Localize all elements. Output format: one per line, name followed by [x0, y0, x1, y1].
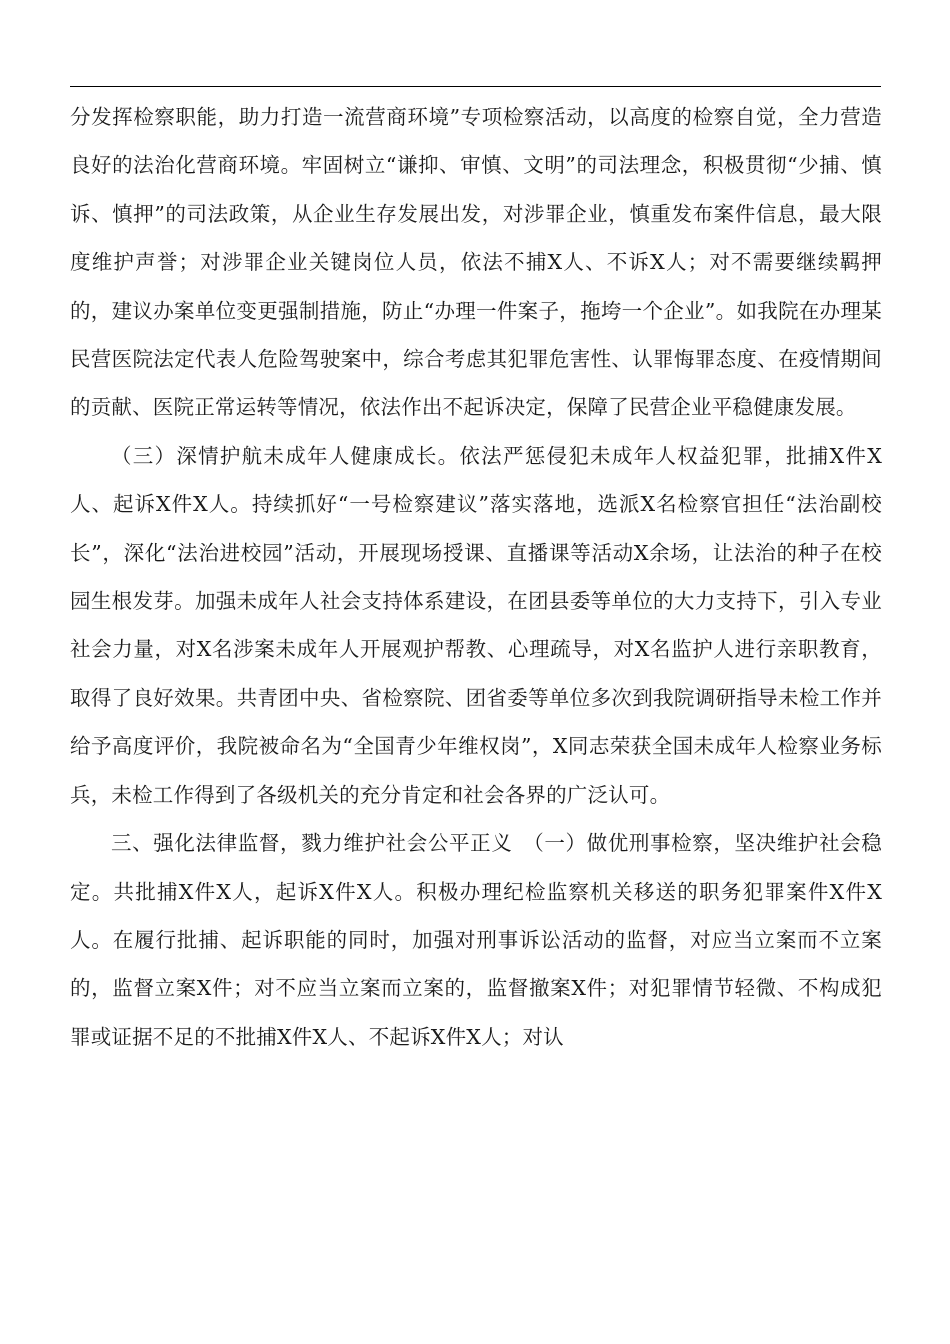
paragraph-legal-supervision: 三、强化法律监督，戮力维护社会公平正义 （一）做优刑事检察，坚决维护社会稳定。共批捕X件X人，起诉X件X人。积极办理纪检监察机关移送的职务犯罪案件X件X人。在履行批捕、起诉职能的同时，加强对刑事诉讼活动的监督，对应当立案而不立案的，监督立案X件；对不应当立案而立案的，监督撤案X件；对犯罪情节轻微、不构成犯罪或证据不足的不批捕X件X人、不起诉X件X人；对认 [70, 831, 882, 1049]
paragraph-minors-protection: （三）深情护航未成年人健康成长。依法严惩侵犯未成年人权益犯罪，批捕X件X人、起诉X件X人。持续抓好“一号检察建议”落实落地，选派X名检察官担任“法治副校长”，深化“法治进校园”活动，开展现场授课、直播课等活动X余场，让法治的种子在校园生根发芽。加强未成年人社会支持体系建设，在团县委等单位的大力支持下，引入专业社会力量，对X名涉案未成年人开展观护帮教、心理疏导，对X名监护人进行亲职教育，取得了良好效果。共青团中央、省检察院、团省委等单位多次到我院调研指导未检工作并给予高度评价，我院被命名为“全国青少年维权岗”，X同志荣获全国未成年人检察业务标兵，未检工作得到了各级机关的充分肯定和社会各界的广泛认可。 [70, 443, 882, 807]
paragraph-business-environment: 分发挥检察职能，助力打造一流营商环境”专项检察活动，以高度的检察自觉，全力营造良好的法治化营商环境。牢固树立“谦抑、审慎、文明”的司法理念，积极贯彻“少捕、慎诉、慎押”的司法政策，从企业生存发展出发，对涉罪企业，慎重发布案件信息，最大限度维护声誉；对涉罪企业关键岗位人员，依法不捕X人、不诉X人；对不需要继续羁押的，建议办案单位变更强制措施，防止“办理一件案子，拖垮一个企业”。如我院在办理某民营医院法定代表人危险驾驶案中，综合考虑其犯罪危害性、认罪悔罪态度、在疫情期间的贡献、医院正常运转等情况，依法作出不起诉决定，保障了民营企业平稳健康发展。 [70, 105, 882, 420]
header-rule [70, 86, 881, 87]
document-body [70, 93, 882, 1061]
